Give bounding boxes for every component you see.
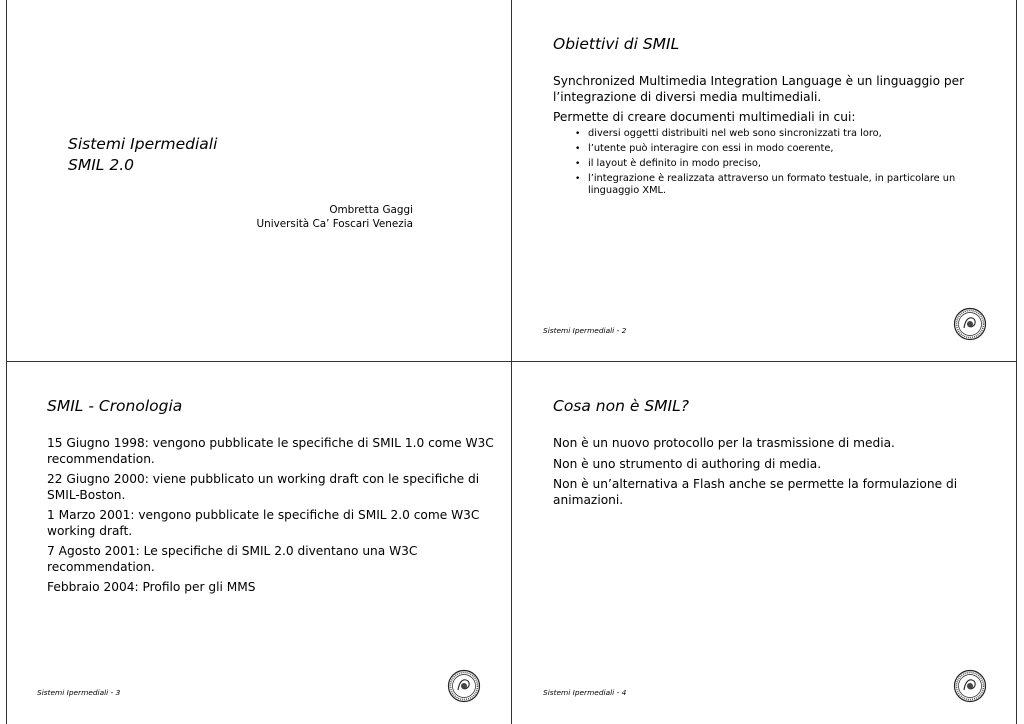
list-item xyxy=(553,158,993,171)
cover-title-line2: SMIL 2.0 xyxy=(68,156,134,174)
objectives-paragraph xyxy=(553,74,993,105)
bullet-icon: • xyxy=(575,143,581,154)
university-seal-icon xyxy=(953,669,987,703)
list-item-text: linguaggio XML. xyxy=(588,185,667,197)
item-line: SMIL-Boston. xyxy=(47,487,126,502)
slide-body xyxy=(553,436,993,513)
list-item xyxy=(553,173,993,186)
list-item-text: l’utente può interagire con essi in modo coerente, xyxy=(588,142,834,154)
item-line: 15 Giugno 1998: vengono pubblicate le specifiche di SMIL 1.0 come W3C xyxy=(47,436,494,450)
objectives-intro: Permette di creare documenti multimediali in cui: xyxy=(553,110,856,124)
item-line: recommendation. xyxy=(47,451,155,466)
slide-cover xyxy=(6,0,511,362)
list-item-text: diversi oggetti distribuiti nel web sono sincronizzati tra loro, xyxy=(588,127,882,139)
slide-footer: Sistemi Ipermediali - 2 xyxy=(543,326,627,335)
chronology-item xyxy=(47,580,497,596)
slide-footer: Sistemi Ipermediali - 3 xyxy=(37,688,121,697)
author-affiliation: Università Ca’ Foscari Venezia xyxy=(256,218,413,230)
bullet-icon: • xyxy=(575,173,581,184)
item-line: recommendation. xyxy=(47,559,155,574)
chronology-item xyxy=(47,472,497,503)
slide-title: SMIL - Cronologia xyxy=(47,397,183,415)
slide-title: Cosa non è SMIL? xyxy=(553,397,689,415)
chronology-item xyxy=(47,508,497,539)
item-line: 22 Giugno 2000: viene pubblicato un working draft con le specifiche di xyxy=(47,472,480,486)
slide-objectives xyxy=(512,0,1017,362)
list-item xyxy=(553,128,993,141)
university-seal-icon xyxy=(953,307,987,341)
statement: Non è un nuovo protocollo per la trasmissione di media. xyxy=(553,436,895,450)
list-item xyxy=(553,143,993,156)
bullet-icon: • xyxy=(575,158,581,169)
statement xyxy=(553,477,993,508)
slide-body xyxy=(47,436,497,601)
item-line: Febbraio 2004: Profilo per gli MMS xyxy=(47,580,256,594)
cover-author-block xyxy=(257,203,413,231)
slide-body xyxy=(553,74,993,200)
item-line: working draft. xyxy=(47,523,133,538)
slide-what-smil-is-not xyxy=(512,362,1017,724)
chronology-item xyxy=(47,436,497,467)
bullet-icon: • xyxy=(575,128,581,139)
cover-title-line1: Sistemi Ipermediali xyxy=(68,135,218,153)
statement-line: Non è un’alternativa a Flash anche se permette la formulazione di xyxy=(553,477,958,491)
slide-chronology xyxy=(6,362,511,724)
author-name: Ombretta Gaggi xyxy=(329,204,413,216)
statement: Non è uno strumento di authoring di media. xyxy=(553,456,822,471)
slide-title: Obiettivi di SMIL xyxy=(553,35,680,53)
list-item-text: il layout è definito in modo preciso, xyxy=(588,157,761,169)
objectives-bullet-list xyxy=(553,128,993,198)
chronology-item xyxy=(47,544,497,575)
item-line: 1 Marzo 2001: vengono pubblicate le specifiche di SMIL 2.0 come W3C xyxy=(47,508,480,522)
item-line: 7 Agosto 2001: Le specifiche di SMIL 2.0 diventano una W3C xyxy=(47,544,418,558)
list-item-continuation xyxy=(553,185,993,198)
university-seal-icon xyxy=(447,669,481,703)
statement-line: animazioni. xyxy=(553,492,624,507)
paragraph-line: l’integrazione di diversi media multimediali. xyxy=(553,89,822,104)
paragraph-line: Synchronized Multimedia Integration Language è un linguaggio per xyxy=(553,74,965,88)
list-item-text: l’integrazione è realizzata attraverso un formato testuale, in particolare un xyxy=(588,172,956,184)
cover-title xyxy=(68,134,217,176)
slide-footer: Sistemi Ipermediali - 4 xyxy=(543,688,627,697)
